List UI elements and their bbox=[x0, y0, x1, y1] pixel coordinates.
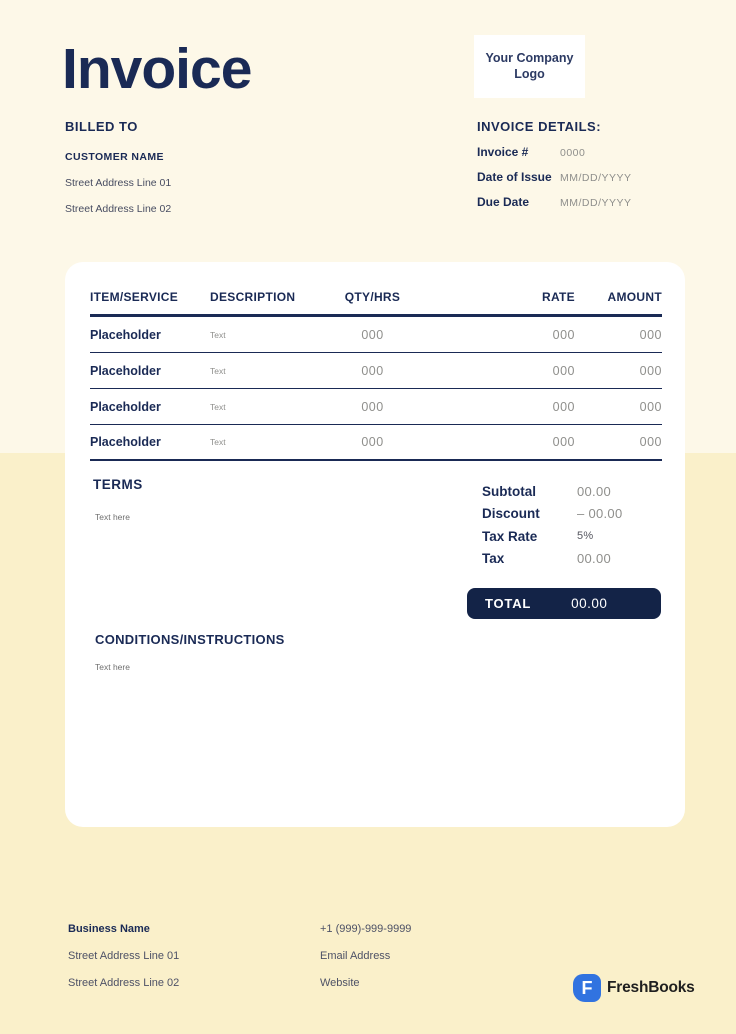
tax-rate-row bbox=[482, 525, 662, 548]
table-row bbox=[90, 425, 662, 461]
tax-value: 00.00 bbox=[577, 551, 612, 567]
subtotal-value: 00.00 bbox=[577, 483, 612, 499]
table-row bbox=[90, 317, 662, 353]
date-of-issue-row bbox=[477, 170, 687, 184]
table-header-row bbox=[90, 262, 662, 317]
customer-address-line2: Street Address Line 02 bbox=[65, 203, 172, 215]
item-rate: 000 bbox=[552, 435, 575, 449]
item-rate: 000 bbox=[552, 363, 575, 378]
company-logo-placeholder bbox=[474, 35, 585, 98]
freshbooks-icon: F bbox=[573, 974, 601, 1002]
business-phone: +1 (999)-999-9999 bbox=[320, 923, 412, 935]
item-description: Text bbox=[210, 401, 226, 412]
business-name: Business Name bbox=[68, 923, 150, 935]
terms-heading: TERMS bbox=[93, 477, 143, 492]
line-items-table bbox=[90, 262, 662, 461]
grand-total-box bbox=[467, 588, 661, 619]
item-description: Text bbox=[210, 365, 226, 376]
terms-text: Text here bbox=[95, 512, 130, 522]
item-qty: 000 bbox=[361, 327, 384, 342]
item-amount: 000 bbox=[639, 327, 662, 342]
tax-label: Tax bbox=[482, 551, 505, 567]
freshbooks-wordmark: FreshBooks bbox=[607, 979, 695, 996]
column-header-rate: RATE bbox=[542, 290, 575, 304]
discount-value: – 00.00 bbox=[577, 506, 623, 522]
table-row bbox=[90, 353, 662, 389]
invoice-number-label: Invoice # bbox=[477, 145, 529, 159]
item-qty: 000 bbox=[361, 435, 384, 449]
conditions-heading: CONDITIONS/INSTRUCTIONS bbox=[95, 632, 285, 647]
item-name: Placeholder bbox=[90, 327, 161, 342]
item-rate: 000 bbox=[552, 327, 575, 342]
customer-name: CUSTOMER NAME bbox=[65, 151, 164, 163]
item-rate: 000 bbox=[552, 399, 575, 414]
discount-row bbox=[482, 503, 662, 526]
grand-total-label: TOTAL bbox=[485, 596, 532, 611]
invoice-number-row bbox=[477, 145, 687, 159]
due-date-value: MM/DD/YYYY bbox=[560, 197, 632, 209]
column-header-description: DESCRIPTION bbox=[210, 290, 296, 304]
item-amount: 000 bbox=[639, 435, 662, 449]
due-date-label: Due Date bbox=[477, 195, 530, 209]
column-header-amount: AMOUNT bbox=[607, 290, 662, 304]
tax-rate-label: Tax Rate bbox=[482, 528, 538, 544]
billed-to-section bbox=[65, 119, 171, 215]
item-qty: 000 bbox=[361, 399, 384, 414]
item-amount: 000 bbox=[639, 363, 662, 378]
subtotal-label: Subtotal bbox=[482, 483, 536, 499]
freshbooks-logo bbox=[573, 974, 695, 1002]
table-row bbox=[90, 389, 662, 425]
totals-section bbox=[482, 480, 662, 570]
tax-row bbox=[482, 548, 662, 571]
subtotal-row bbox=[482, 480, 662, 503]
grand-total-value: 00.00 bbox=[571, 596, 608, 611]
business-website: Website bbox=[320, 977, 360, 989]
discount-label: Discount bbox=[482, 506, 540, 522]
item-amount: 000 bbox=[639, 399, 662, 414]
date-of-issue-label: Date of Issue bbox=[477, 170, 552, 184]
invoice-details-section bbox=[477, 119, 687, 209]
business-address-line1: Street Address Line 01 bbox=[68, 950, 180, 962]
billed-to-heading: BILLED TO bbox=[65, 119, 138, 134]
item-name: Placeholder bbox=[90, 363, 161, 378]
company-logo-text: Your Company Logo bbox=[485, 50, 574, 81]
item-description: Text bbox=[210, 437, 226, 447]
column-header-qty-hrs: QTY/HRS bbox=[344, 290, 401, 304]
item-name: Placeholder bbox=[90, 435, 161, 449]
page-title: Invoice bbox=[62, 37, 252, 101]
item-description: Text bbox=[210, 329, 226, 340]
item-qty: 000 bbox=[361, 363, 384, 378]
invoice-number-value: 0000 bbox=[560, 147, 586, 159]
invoice-details-heading: INVOICE DETAILS: bbox=[477, 119, 602, 134]
column-header-item-service: ITEM/SERVICE bbox=[90, 290, 179, 304]
customer-address-line1: Street Address Line 01 bbox=[65, 177, 172, 189]
date-of-issue-value: MM/DD/YYYY bbox=[560, 172, 632, 184]
conditions-text: Text here bbox=[95, 662, 130, 672]
business-address-line2: Street Address Line 02 bbox=[68, 977, 180, 989]
business-email: Email Address bbox=[320, 950, 391, 962]
due-date-row bbox=[477, 195, 687, 209]
invoice-body-card bbox=[65, 262, 685, 827]
tax-rate-value: 5% bbox=[577, 530, 594, 543]
footer-contact-column bbox=[320, 923, 411, 1004]
item-name: Placeholder bbox=[90, 399, 161, 414]
footer-business-column bbox=[68, 923, 179, 1004]
